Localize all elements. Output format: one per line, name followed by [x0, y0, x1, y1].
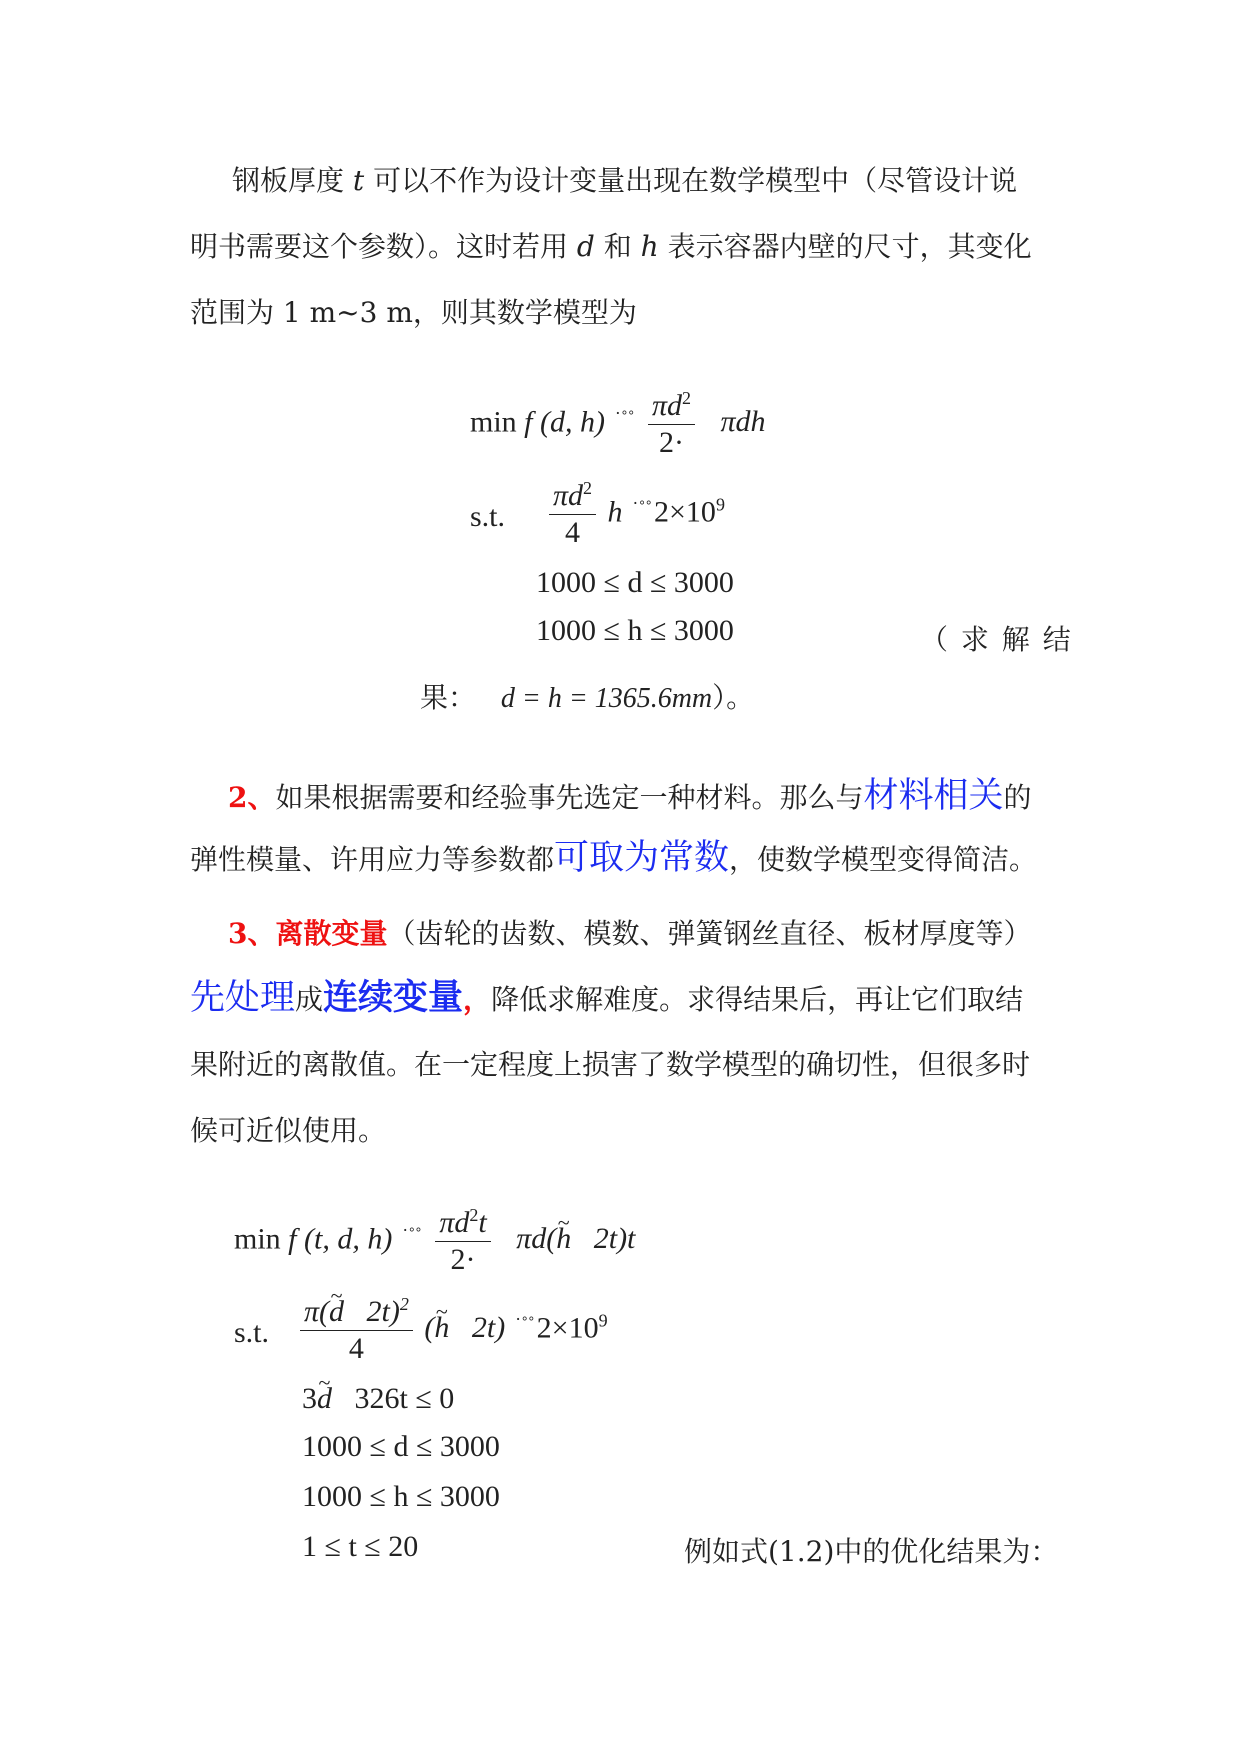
example-caption: 例如式(1.2)中的优化结果为：: [684, 1535, 1059, 1568]
highlight-preprocess: 先处理: [190, 978, 296, 1018]
model2-objective: min f (t, d, h) ˙˚˚ $\frac{\pi d^2t}{2\cdot}$ πd(~ h 2t)t: [234, 1205, 635, 1278]
fraction: $\frac{\pi d^2}{2\cdot}$: [648, 388, 695, 461]
point3-line-3: 果附近的离散值。在一定程度上损害了数学模型的确切性，但很多时: [190, 1048, 1031, 1081]
var-t: t: [352, 164, 365, 197]
highlight-material-related: 材料相关: [863, 776, 1004, 816]
point3-line-2: 先处理成连续变量，降低求解难度。求得结果后，再让它们取结: [190, 977, 1024, 1018]
point3-number: 3、: [228, 917, 276, 950]
intro-line-2: 明书需要这个参数）。这时若用 d 和 h 表示容器内壁的尺寸，其变化: [190, 230, 1032, 263]
intro-line-1: 钢板厚度 t 可以不作为设计变量出现在数学模型中（尽管设计说: [232, 164, 1018, 197]
model2-st-label: s.t.: [234, 1316, 270, 1349]
var-h: h: [640, 230, 659, 263]
point3-heading: 离散变量: [275, 917, 388, 950]
model1-st-label: s.t.: [470, 500, 506, 533]
intro-line-3: 范围为 1 m~3 m，则其数学模型为: [190, 296, 637, 329]
model2-constraint-3: 1000 ≤ d ≤ 3000: [302, 1430, 500, 1463]
point3-line-4: 候可近似使用。: [190, 1114, 387, 1147]
point2-number: 2、: [228, 781, 276, 814]
model1-objective: min f (d, h) ˙˚˚ $\frac{\pi d^2}{2\cdot}$ πdh: [470, 388, 766, 459]
point2-line-2: 弹性模量、许用应力等参数都可取为常数，使数学模型变得简洁。: [190, 838, 1038, 878]
model2-constraint-5: 1 ≤ t ≤ 20: [302, 1530, 419, 1563]
solution-line: 果： d = h = 1365.6mm）。: [420, 681, 755, 714]
highlight-constant: 可取为常数: [554, 838, 730, 878]
odd-symbol: ˙˚˚: [614, 408, 635, 431]
var-d: d: [576, 230, 595, 263]
model2-constraint-1: $\frac{\pi(\sim d 2t)^2}{4}$ (~ h 2t) $^{˙˚˚}2\times 10^9$: [296, 1294, 608, 1367]
solution-prefix: （ 求 解 结: [920, 623, 1073, 656]
model1-constraint-1: $\frac{\pi d^2}{4}$ h $^{˙˚˚}2\times 10^9$: [545, 478, 725, 551]
model1-constraint-3: 1000 ≤ h ≤ 3000: [536, 614, 734, 647]
model2-constraint-4: 1000 ≤ h ≤ 3000: [302, 1480, 500, 1513]
point2-line-1: 2、如果根据需要和经验事先选定一种材料。那么与材料相关的: [228, 776, 1032, 816]
highlight-continuous: 连续变量: [323, 977, 464, 1018]
model2-constraint-2: 3~ d 326t ≤ 0: [302, 1382, 454, 1416]
point3-line-1: 3、离散变量（齿轮的齿数、模数、弹簧钢丝直径、板材厚度等）: [228, 917, 1032, 950]
model1-constraint-2: 1000 ≤ d ≤ 3000: [536, 566, 734, 599]
